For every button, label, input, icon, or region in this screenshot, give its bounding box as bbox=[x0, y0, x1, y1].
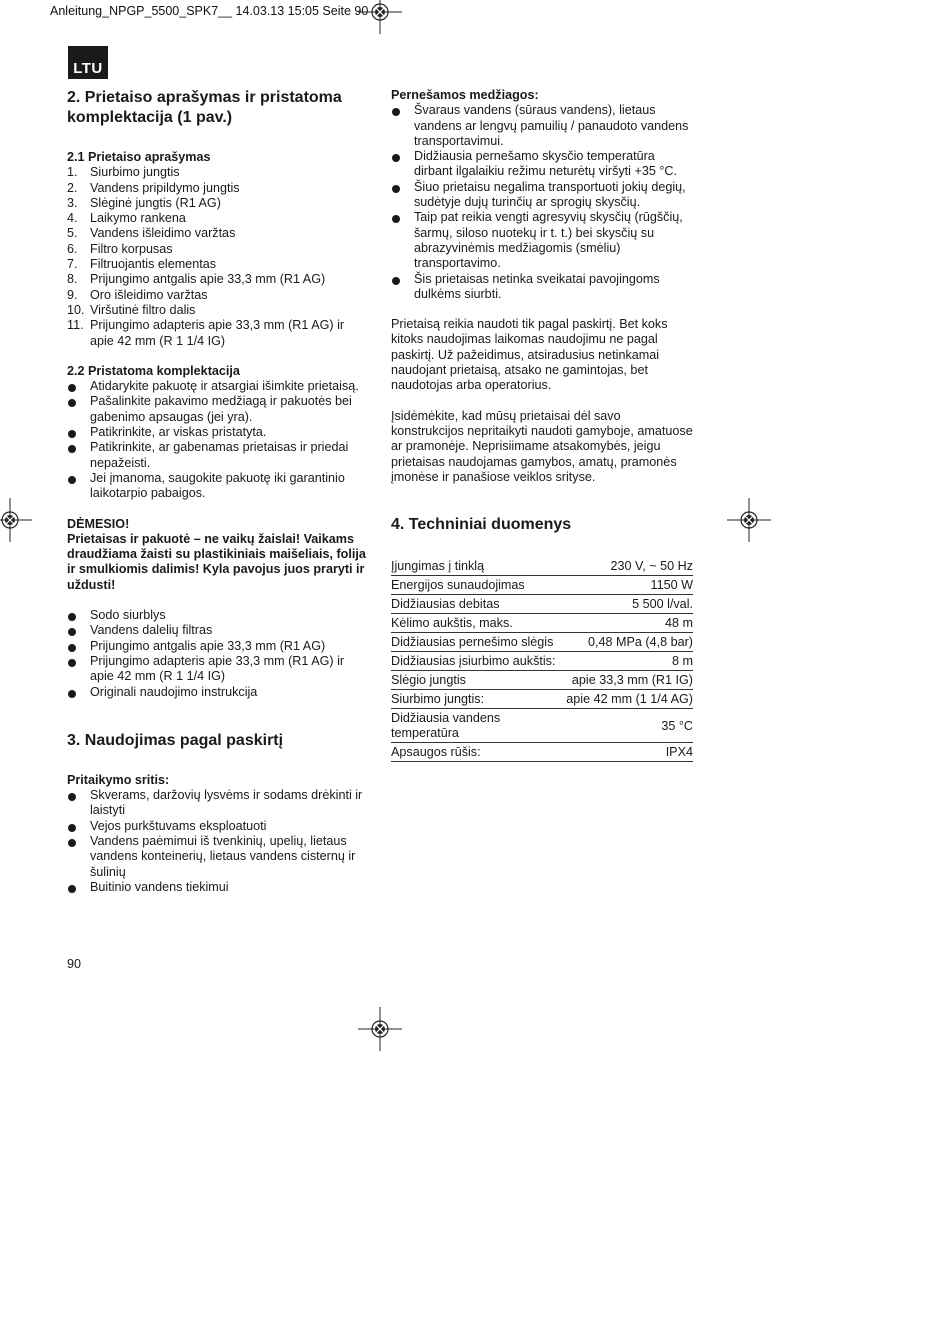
part-label: Laikymo rankena bbox=[90, 211, 186, 226]
part-label: Filtruojantis elementas bbox=[90, 257, 216, 272]
list-item: Pašalinkite pakavimo medžiagą ir pakuotės bei gabenimo apsaugas (jei yra). bbox=[67, 394, 367, 425]
list-item: Vandens paėmimui iš tvenkinių, upelių, lietaus vandens konteinerių, lietaus vandens cisternų ir šulinių bbox=[67, 834, 367, 880]
list-item: Atidarykite pakuotę ir atsargiai išimkite prietaisą. bbox=[67, 379, 367, 394]
part-item bbox=[67, 318, 367, 349]
part-number: 6. bbox=[67, 241, 78, 256]
table-row bbox=[391, 633, 693, 652]
list-item: Patikrinkite, ar viskas pristatyta. bbox=[67, 425, 367, 440]
spec-value: 0,48 MPa (4,8 bar) bbox=[566, 633, 693, 652]
list-item: Švaraus vandens (sūraus vandens), lietaus vandens ar lengvų pamuilių / panaudoto vandens transportavimui. bbox=[391, 103, 693, 149]
part-label: Slėginė jungtis (R1 AG) bbox=[90, 195, 221, 210]
spec-value: apie 42 mm (1 1/4 AG) bbox=[566, 690, 693, 709]
list-item: Skverams, daržovių lysvėms ir sodams drėkinti ir laistyti bbox=[67, 788, 367, 819]
spec-value: apie 33,3 mm (R1 IG) bbox=[566, 671, 693, 690]
part-label: Prijungimo antgalis apie 33,3 mm (R1 AG) bbox=[90, 272, 326, 287]
list-item: Didžiausia pernešamo skysčio temperatūra dirbant ilgalaikiu režimu neturėtų viršyti +35 °C. bbox=[391, 149, 693, 180]
language-badge: LTU bbox=[68, 46, 108, 79]
part-label: Prijungimo adapteris apie 33,3 mm (R1 AG) ir apie 42 mm (R 1 1/4 IG) bbox=[90, 318, 345, 348]
list-item: Prijungimo antgalis apie 33,3 mm (R1 AG) bbox=[67, 639, 367, 654]
list-item: Sodo siurblys bbox=[67, 608, 367, 623]
print-header: Anleitung_NPGP_5500_SPK7__ 14.03.13 15:05 Seite 90 bbox=[50, 4, 369, 18]
table-row bbox=[391, 690, 693, 709]
list-item: Vejos purkštuvams eksploatuoti bbox=[67, 819, 367, 834]
spec-label: Didžiausias debitas bbox=[391, 595, 566, 614]
section-2-title: 2. Prietaiso aprašymas ir pristatoma komplektacija (1 pav.) bbox=[67, 89, 342, 126]
list-item: Patikrinkite, ar gabenamas prietaisas ir priedai nepažeisti. bbox=[67, 440, 367, 471]
left-column bbox=[67, 88, 367, 895]
technical-data-table bbox=[391, 557, 693, 762]
list-item: Jei įmanoma, saugokite pakuotę iki garantinio laikotarpio pabaigos. bbox=[67, 471, 367, 502]
delivery-steps-list bbox=[67, 379, 367, 501]
part-number: 10. bbox=[67, 302, 85, 317]
part-number: 7. bbox=[67, 257, 78, 272]
part-label: Siurbimo jungtis bbox=[90, 165, 180, 180]
part-number: 4. bbox=[67, 211, 78, 226]
table-row bbox=[391, 671, 693, 690]
section-3-title: 3. Naudojimas pagal paskirtį bbox=[67, 731, 284, 749]
registration-mark-right-icon bbox=[727, 498, 771, 542]
part-label: Vandens išleidimo varžtas bbox=[90, 226, 236, 241]
part-label: Viršutinė filtro dalis bbox=[90, 302, 196, 317]
commercial-use-paragraph: Įsidėmėkite, kad mūsų prietaisai dėl savo konstrukcijos nepritaikyti naudoti gamyboje, amatuose ar pramonėje. Neprisiimame atsakomybės, jeigu prietaisas naudojamas gamybos, amatų, pramonės įmonėse ir panašiose veiklos srityse. bbox=[391, 408, 693, 484]
list-item: Šiuo prietaisu negalima transportuoti jokių degių, sudėtyje dujų turinčių ar sprogių skysčių. bbox=[391, 180, 693, 211]
registration-mark-bottom-icon bbox=[358, 1007, 402, 1051]
list-item: Originali naudojimo instrukcija bbox=[67, 685, 367, 700]
part-number: 5. bbox=[67, 226, 78, 241]
spec-label: Didžiausias įsiurbimo aukštis: bbox=[391, 652, 566, 671]
spec-value: 48 m bbox=[566, 614, 693, 633]
part-item bbox=[67, 196, 367, 211]
table-row bbox=[391, 614, 693, 633]
part-item bbox=[67, 257, 367, 272]
spec-label: Siurbimo jungtis: bbox=[391, 690, 566, 709]
spec-value: 8 m bbox=[566, 652, 693, 671]
right-column bbox=[391, 88, 693, 762]
device-parts-list bbox=[67, 165, 367, 349]
part-item bbox=[67, 165, 367, 180]
part-number: 3. bbox=[67, 195, 78, 210]
part-number: 11. bbox=[67, 318, 84, 333]
spec-label: Slėgio jungtis bbox=[391, 671, 566, 690]
table-row bbox=[391, 557, 693, 576]
spec-label: Įjungimas į tinklą bbox=[391, 557, 566, 576]
part-item bbox=[67, 303, 367, 318]
registration-mark-left-icon bbox=[0, 498, 32, 542]
part-item bbox=[67, 226, 367, 241]
part-item bbox=[67, 272, 367, 287]
spec-value: 35 °C bbox=[566, 709, 693, 743]
section-4-title: 4. Techniniai duomenys bbox=[391, 516, 572, 534]
part-label: Vandens pripildymo jungtis bbox=[90, 180, 240, 195]
spec-value: 1150 W bbox=[566, 576, 693, 595]
table-row bbox=[391, 576, 693, 595]
part-item bbox=[67, 242, 367, 257]
spec-label: Didžiausia vandens temperatūra bbox=[391, 709, 566, 743]
list-item: Šis prietaisas netinka sveikatai pavojingoms dulkėms siurbti. bbox=[391, 272, 693, 303]
part-number: 1. bbox=[67, 165, 78, 180]
list-item: Prijungimo adapteris apie 33,3 mm (R1 AG) ir apie 42 mm (R 1 1/4 IG) bbox=[67, 654, 367, 685]
spec-value: 230 V, ~ 50 Hz bbox=[566, 557, 693, 576]
warning-text: Prietaisas ir pakuotė – ne vaikų žaislai! Vaikams draudžiama žaisti su plastikiniais maišeliais, folija ir smulkiomis dalimis! Kyla pavojus juos praryti ir uždusti! bbox=[67, 531, 366, 592]
registration-mark-top-icon bbox=[358, 0, 402, 34]
spec-label: Apsaugos rūšis: bbox=[391, 743, 566, 762]
device-description-title: 2.1 Prietaiso aprašymas bbox=[67, 150, 211, 164]
spec-label: Energijos sunaudojimas bbox=[391, 576, 566, 595]
table-row bbox=[391, 709, 693, 743]
list-item: Taip pat reikia vengti agresyvių skysčių (rūgščių, šarmų, siloso nuotekų ir t. t.) bei skysčių su abrazyvinėmis medžiagomis (smėliu) transportavimo. bbox=[391, 210, 693, 271]
media-list bbox=[391, 103, 693, 302]
spec-value: IPX4 bbox=[566, 743, 693, 762]
table-row bbox=[391, 743, 693, 762]
part-label: Oro išleidimo varžtas bbox=[90, 287, 208, 302]
part-item bbox=[67, 211, 367, 226]
media-title: Pernešamos medžiagos: bbox=[391, 88, 539, 102]
part-number: 9. bbox=[67, 287, 78, 302]
page-number: 90 bbox=[67, 957, 82, 971]
part-number: 8. bbox=[67, 272, 78, 287]
spec-value: 5 500 l/val. bbox=[566, 595, 693, 614]
part-item bbox=[67, 288, 367, 303]
delivery-title: 2.2 Pristatoma komplektacija bbox=[67, 363, 240, 378]
spec-label: Didžiausias pernešimo slėgis bbox=[391, 633, 566, 652]
part-label: Filtro korpusas bbox=[90, 241, 173, 256]
list-item: Buitinio vandens tiekimui bbox=[67, 880, 367, 895]
spec-label: Kėlimo aukštis, maks. bbox=[391, 614, 566, 633]
package-contents-list bbox=[67, 608, 367, 700]
part-number: 2. bbox=[67, 180, 78, 195]
table-row bbox=[391, 595, 693, 614]
warning-heading: DĖMESIO! bbox=[67, 516, 130, 531]
list-item: Vandens dalelių filtras bbox=[67, 623, 367, 638]
application-list bbox=[67, 788, 367, 895]
part-item bbox=[67, 181, 367, 196]
intended-use-paragraph: Prietaisą reikia naudoti tik pagal paskirtį. Bet koks kitoks naudojimas laikomas naudojimu ne pagal paskirtį. Už pažeidimus, atsiradusius netinkamai naudojant prietaisą, atsako ne gamintojas, bet naudotojas arba operatorius. bbox=[391, 317, 668, 393]
table-row bbox=[391, 652, 693, 671]
application-title: Pritaikymo sritis: bbox=[67, 772, 170, 787]
